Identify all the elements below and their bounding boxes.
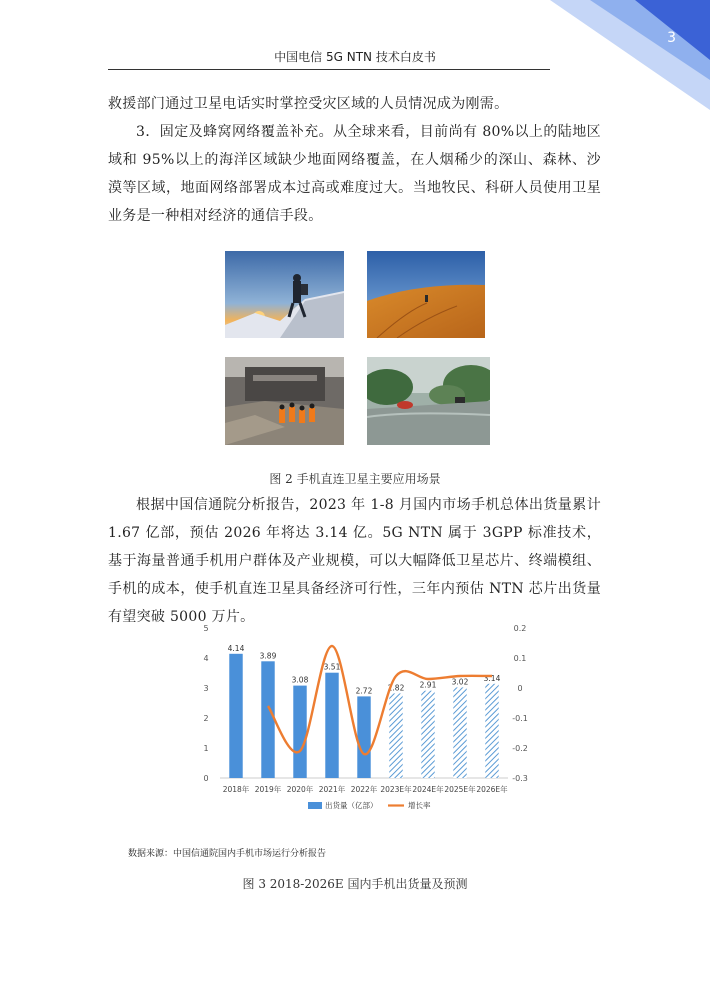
y-left-tick-label: 5: [203, 624, 209, 633]
x-tick-label: 2022年: [350, 785, 378, 794]
photo-flood-disaster: [367, 357, 490, 445]
figure-2-caption: 图 2 手机直连卫星主要应用场景: [269, 472, 441, 486]
x-tick-label: 2020年: [286, 785, 314, 794]
bar: [293, 686, 306, 778]
bar-value-label: 2.82: [387, 683, 405, 693]
paragraph-1: 救援部门通过卫星电话实时掌控受灾区域的人员情况成为刚需。: [108, 96, 509, 112]
bar: [261, 661, 274, 778]
bar: [421, 691, 434, 778]
x-tick-label: 2021年: [318, 785, 346, 794]
bar-value-label: 3.89: [259, 651, 277, 661]
y-left-tick-label: 4: [203, 654, 209, 663]
y-right-tick-label: -0.2: [512, 744, 528, 753]
y-right-tick-label: 0.1: [513, 654, 527, 663]
bar: [357, 696, 370, 778]
header-title: 中国电信 5G NTN 技术白皮书: [274, 50, 436, 64]
x-tick-label: 2018年: [222, 785, 250, 794]
header-rule: [108, 69, 550, 70]
bar-value-label: 2.91: [419, 680, 437, 690]
y-left-tick-label: 3: [203, 684, 209, 693]
bar-value-label: 3.08: [291, 675, 309, 685]
bar: [485, 684, 498, 778]
data-source-note: 数据来源：中国信通院国内手机市场运行分析报告: [128, 849, 327, 859]
photo-mountain-climber: [225, 251, 344, 338]
y-left-tick-label: 0: [203, 774, 209, 783]
page-number: 3: [667, 30, 676, 46]
bar: [389, 693, 402, 778]
figure-3-caption: 图 3 2018-2026E 国内手机出货量及预测: [242, 877, 468, 891]
x-tick-label: 2023E年: [380, 785, 412, 794]
photo-earthquake-rescue: [225, 357, 344, 445]
legend-bar-label: 出货量（亿部）: [325, 801, 378, 810]
paragraph-3: 根据中国信通院分析报告，2023 年 1-8 月国内市场手机总体出货量累计 1.67 亿部，预估 2026 年将达 3.14 亿。5G NTN 属于 3GPP 标准技术，基于海量普通手机用户群体及产业规模，可以大幅降低卫星芯片、终端模组、手机的成本，使手机直连卫星具备经济可行性，三年内预估 NTN 芯片出货量有望突破 5000 万片。: [108, 497, 601, 625]
bar: [325, 673, 338, 778]
bar-value-label: 3.02: [451, 677, 469, 687]
y-right-tick-label: 0.2: [513, 624, 527, 633]
x-tick-label: 2024E年: [412, 785, 444, 794]
legend-bar-swatch: [308, 802, 322, 809]
bar-value-label: 3.51: [323, 662, 341, 672]
y-left-tick-label: 1: [203, 744, 209, 753]
y-right-tick-label: 0: [517, 684, 523, 693]
bar-value-label: 2.72: [355, 686, 373, 696]
bar: [229, 654, 242, 778]
bar-value-label: 4.14: [227, 643, 245, 653]
y-right-tick-label: -0.1: [512, 714, 528, 723]
paragraph-2: 3．固定及蜂窝网络覆盖补充。从全球来看，目前尚有 80%以上的陆地区域和 95%以上的海洋区域缺少地面网络覆盖，在人烟稀少的深山、森林、沙漠等区域，地面网络部署成本过高或难度过大。当地牧民、科研人员使用卫星业务是一种相对经济的通信手段。: [108, 124, 601, 224]
x-tick-label: 2026E年: [476, 785, 508, 794]
bar: [453, 687, 466, 778]
x-tick-label: 2019年: [254, 785, 282, 794]
bar-value-label: 3.14: [483, 673, 501, 683]
shipment-chart: [190, 620, 540, 820]
photo-desert-dune: [367, 251, 485, 338]
x-tick-label: 2025E年: [444, 785, 476, 794]
y-left-tick-label: 2: [203, 714, 209, 723]
legend-line-label: 增长率: [408, 801, 431, 810]
y-right-tick-label: -0.3: [512, 774, 528, 783]
